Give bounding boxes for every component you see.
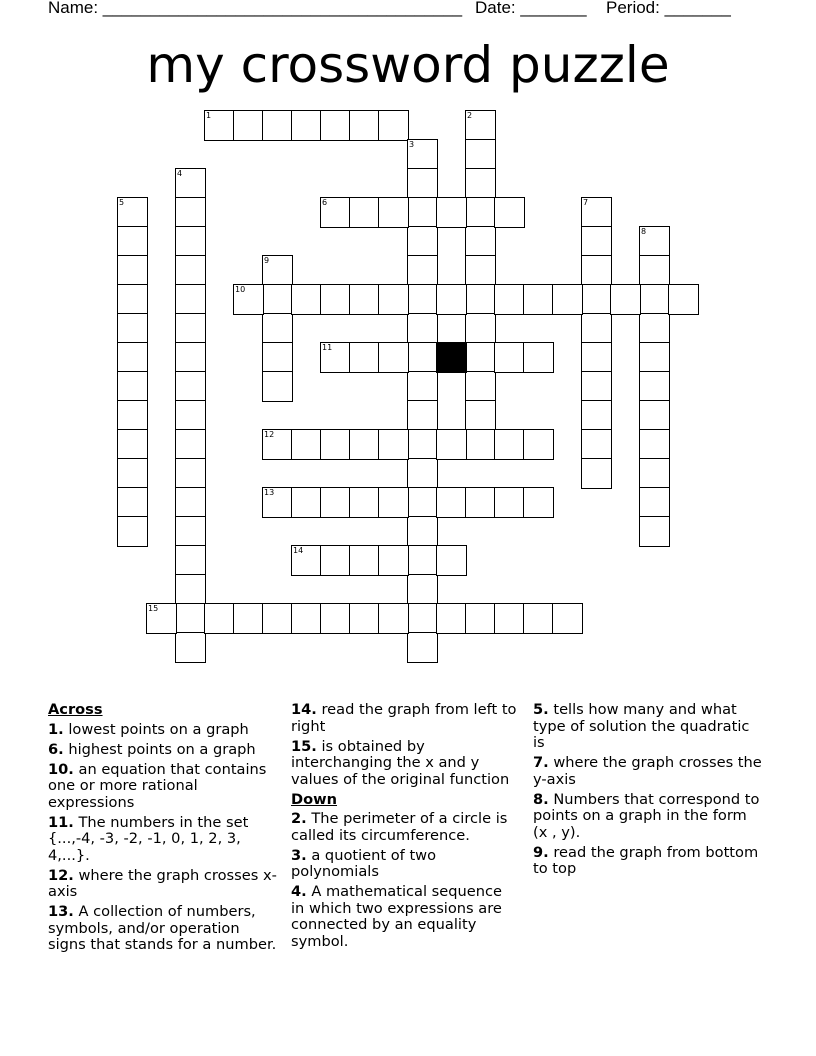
clues-column-1 — [48, 702, 280, 957]
grid-cell[interactable] — [117, 371, 148, 402]
grid-cell[interactable] — [175, 197, 206, 228]
grid-cell[interactable] — [291, 110, 322, 141]
grid-cell[interactable] — [175, 545, 206, 576]
clue-number: 10 — [235, 285, 246, 294]
grid-cell[interactable] — [581, 313, 612, 344]
grid-cell[interactable] — [523, 284, 554, 315]
grid-cell[interactable] — [175, 371, 206, 402]
grid-cell[interactable] — [117, 429, 148, 460]
down-heading: Down — [291, 790, 338, 808]
grid-cell[interactable] — [610, 284, 641, 315]
grid-cell[interactable] — [465, 603, 496, 634]
grid-cell[interactable] — [407, 284, 438, 315]
grid-cell[interactable] — [175, 516, 206, 547]
grid-cell[interactable] — [407, 458, 438, 489]
grid-cell[interactable] — [407, 197, 438, 228]
grid-cell[interactable] — [175, 574, 206, 605]
grid-cell[interactable] — [639, 255, 670, 286]
grid-cell[interactable] — [639, 284, 670, 315]
across-clue: 15. is obtained by interchanging the x and y values of the original function — [291, 737, 510, 788]
grid-cell[interactable] — [407, 371, 438, 402]
across-clue: 13. A collection of numbers, symbols, and/or operation signs that stands for a number. — [48, 903, 277, 953]
clue-number: 2 — [467, 111, 473, 120]
grid-cell[interactable] — [465, 255, 496, 286]
grid-cell[interactable] — [378, 429, 409, 460]
grid-cell[interactable] — [117, 255, 148, 286]
down-clue: 9. read the graph from bottom to top — [533, 843, 759, 877]
grid-cell[interactable] — [465, 284, 496, 315]
grid-cell[interactable] — [639, 458, 670, 489]
grid-cell[interactable] — [639, 516, 670, 547]
grid-block — [436, 342, 467, 373]
down-clue: 3. a quotient of two polynomials — [291, 846, 437, 880]
grid-cell[interactable] — [117, 284, 148, 315]
grid-cell[interactable] — [378, 110, 409, 141]
grid-cell[interactable] — [639, 371, 670, 402]
grid-cell[interactable] — [465, 400, 496, 431]
grid-cell[interactable] — [349, 545, 380, 576]
grid-cell[interactable] — [436, 284, 467, 315]
clue-number: 3 — [409, 140, 415, 149]
across-clue: 11. The numbers in the set {...,-4, -3, -2, -1, 0, 1, 2, 3, 4,...}. — [48, 813, 249, 864]
grid-cell[interactable] — [494, 342, 525, 373]
grid-cell[interactable] — [175, 313, 206, 344]
grid-cell[interactable] — [291, 429, 322, 460]
grid-cell[interactable] — [523, 429, 554, 460]
grid-cell[interactable] — [349, 284, 380, 315]
down-clue: 5. tells how many and what type of solution the quadratic is — [533, 701, 750, 751]
across-clue: 10. an equation that contains one or more rational expressions — [48, 760, 267, 811]
grid-cell[interactable] — [523, 342, 554, 373]
grid-cell[interactable] — [262, 110, 293, 141]
grid-cell[interactable] — [349, 110, 380, 141]
grid-cell[interactable] — [494, 487, 525, 518]
grid-cell[interactable] — [407, 516, 438, 547]
clue-number: 12 — [264, 430, 275, 439]
clues-column-3 — [533, 702, 765, 881]
grid-cell[interactable] — [639, 487, 670, 518]
grid-cell[interactable] — [204, 603, 235, 634]
clue-number: 15 — [148, 604, 159, 613]
grid-cell[interactable] — [175, 487, 206, 518]
grid-cell[interactable] — [175, 284, 206, 315]
grid-cell[interactable] — [407, 574, 438, 605]
grid-cell[interactable] — [639, 342, 670, 373]
grid-cell[interactable] — [175, 632, 206, 663]
grid-cell[interactable] — [378, 342, 409, 373]
grid-cell[interactable] — [407, 429, 438, 460]
grid-cell[interactable] — [175, 400, 206, 431]
across-clue: 1. lowest points on a graph — [48, 720, 249, 738]
grid-cell[interactable] — [175, 226, 206, 257]
grid-cell[interactable] — [262, 371, 293, 402]
grid-cell[interactable] — [407, 603, 438, 634]
clue-number: 7 — [583, 198, 589, 207]
grid-cell[interactable] — [552, 284, 583, 315]
grid-cell[interactable] — [407, 342, 438, 373]
grid-cell[interactable] — [349, 342, 380, 373]
grid-cell[interactable] — [407, 226, 438, 257]
grid-cell[interactable] — [465, 313, 496, 344]
grid-cell[interactable] — [349, 197, 380, 228]
clue-number: 6 — [322, 198, 328, 207]
grid-cell[interactable] — [581, 255, 612, 286]
across-heading: Across — [48, 701, 103, 718]
grid-cell[interactable] — [262, 313, 293, 344]
grid-cell[interactable] — [581, 458, 612, 489]
grid-cell[interactable] — [117, 313, 148, 344]
grid-cell[interactable] — [407, 487, 438, 518]
grid-cell[interactable] — [465, 342, 496, 373]
grid-cell[interactable] — [581, 284, 612, 315]
grid-cell[interactable] — [378, 487, 409, 518]
grid-cell[interactable] — [117, 400, 148, 431]
grid-cell[interactable] — [436, 545, 467, 576]
date-field[interactable]: Date: _______ — [475, 0, 587, 17]
grid-cell[interactable] — [320, 603, 351, 634]
grid-cell[interactable] — [175, 603, 206, 634]
grid-cell[interactable] — [175, 458, 206, 489]
grid-cell[interactable] — [175, 429, 206, 460]
clue-number: 5 — [119, 198, 125, 207]
grid-cell[interactable] — [436, 429, 467, 460]
grid-cell[interactable] — [639, 429, 670, 460]
name-field[interactable]: Name: ______________________________________ — [48, 0, 463, 17]
grid-cell[interactable] — [349, 603, 380, 634]
grid-cell[interactable] — [320, 284, 351, 315]
down-clue: 2. The perimeter of a circle is called its circumference. — [291, 810, 508, 844]
clue-number: 8 — [641, 227, 647, 236]
grid-cell[interactable] — [581, 429, 612, 460]
grid-cell[interactable] — [639, 400, 670, 431]
down-clue: 8. Numbers that correspond to points on a graph in the form (x , y). — [533, 790, 760, 841]
grid-cell[interactable] — [262, 342, 293, 373]
clue-number: 1 — [206, 111, 212, 120]
grid-cell[interactable] — [378, 545, 409, 576]
clue-number: 9 — [264, 256, 270, 265]
grid-cell[interactable] — [175, 255, 206, 286]
clue-number: 11 — [322, 343, 333, 352]
grid-cell[interactable] — [291, 603, 322, 634]
page-title: my crossword puzzle — [146, 36, 670, 94]
grid-cell[interactable] — [320, 545, 351, 576]
grid-cell[interactable] — [465, 139, 496, 170]
grid-cell[interactable] — [581, 371, 612, 402]
grid-cell[interactable] — [407, 255, 438, 286]
grid-cell[interactable] — [465, 168, 496, 199]
clue-number: 13 — [264, 488, 275, 497]
grid-cell[interactable] — [320, 487, 351, 518]
clue-number: 4 — [177, 169, 183, 178]
clue-number: 14 — [293, 546, 304, 555]
grid-cell[interactable] — [639, 313, 670, 344]
grid-cell[interactable] — [436, 603, 467, 634]
grid-cell[interactable] — [407, 168, 438, 199]
clues-column-2 — [291, 702, 519, 954]
grid-cell[interactable] — [494, 429, 525, 460]
across-clue: 12. where the graph crosses x-axis — [48, 866, 277, 900]
grid-cell[interactable] — [117, 516, 148, 547]
grid-cell[interactable] — [117, 458, 148, 489]
grid-cell[interactable] — [349, 429, 380, 460]
grid-cell[interactable] — [668, 284, 699, 315]
period-field[interactable]: Period: _______ — [606, 0, 731, 17]
grid-cell[interactable] — [465, 487, 496, 518]
across-clue: 6. highest points on a graph — [48, 740, 256, 758]
grid-cell[interactable] — [262, 603, 293, 634]
grid-cell[interactable] — [465, 226, 496, 257]
grid-cell[interactable] — [378, 603, 409, 634]
grid-cell[interactable] — [581, 226, 612, 257]
grid-cell[interactable] — [494, 197, 525, 228]
grid-cell[interactable] — [407, 313, 438, 344]
grid-cell[interactable] — [407, 632, 438, 663]
grid-cell[interactable] — [436, 487, 467, 518]
grid-cell[interactable] — [523, 487, 554, 518]
grid-cell[interactable] — [581, 342, 612, 373]
grid-cell[interactable] — [320, 429, 351, 460]
grid-cell[interactable] — [552, 603, 583, 634]
grid-cell[interactable] — [233, 603, 264, 634]
grid-cell[interactable] — [407, 400, 438, 431]
grid-cell[interactable] — [233, 110, 264, 141]
grid-cell[interactable] — [581, 400, 612, 431]
grid-cell[interactable] — [436, 197, 467, 228]
down-clue: 7. where the graph crosses the y-axis — [533, 754, 762, 788]
grid-cell[interactable] — [175, 342, 206, 373]
grid-cell[interactable] — [494, 603, 525, 634]
grid-cell[interactable] — [291, 487, 322, 518]
across-clue: 14. read the graph from left to right — [291, 701, 517, 735]
grid-cell[interactable] — [378, 197, 409, 228]
grid-cell[interactable] — [349, 487, 380, 518]
grid-cell[interactable] — [523, 603, 554, 634]
grid-cell[interactable] — [465, 371, 496, 402]
grid-cell[interactable] — [117, 487, 148, 518]
grid-cell[interactable] — [320, 110, 351, 141]
grid-cell[interactable] — [407, 545, 438, 576]
grid-cell[interactable] — [494, 284, 525, 315]
grid-cell[interactable] — [465, 429, 496, 460]
grid-cell[interactable] — [291, 284, 322, 315]
grid-cell[interactable] — [465, 197, 496, 228]
down-clue: 4. A mathematical sequence in which two expressions are connected by an equality symbol. — [291, 883, 502, 950]
grid-cell[interactable] — [262, 284, 293, 315]
grid-cell[interactable] — [117, 342, 148, 373]
grid-cell[interactable] — [117, 226, 148, 257]
grid-cell[interactable] — [378, 284, 409, 315]
